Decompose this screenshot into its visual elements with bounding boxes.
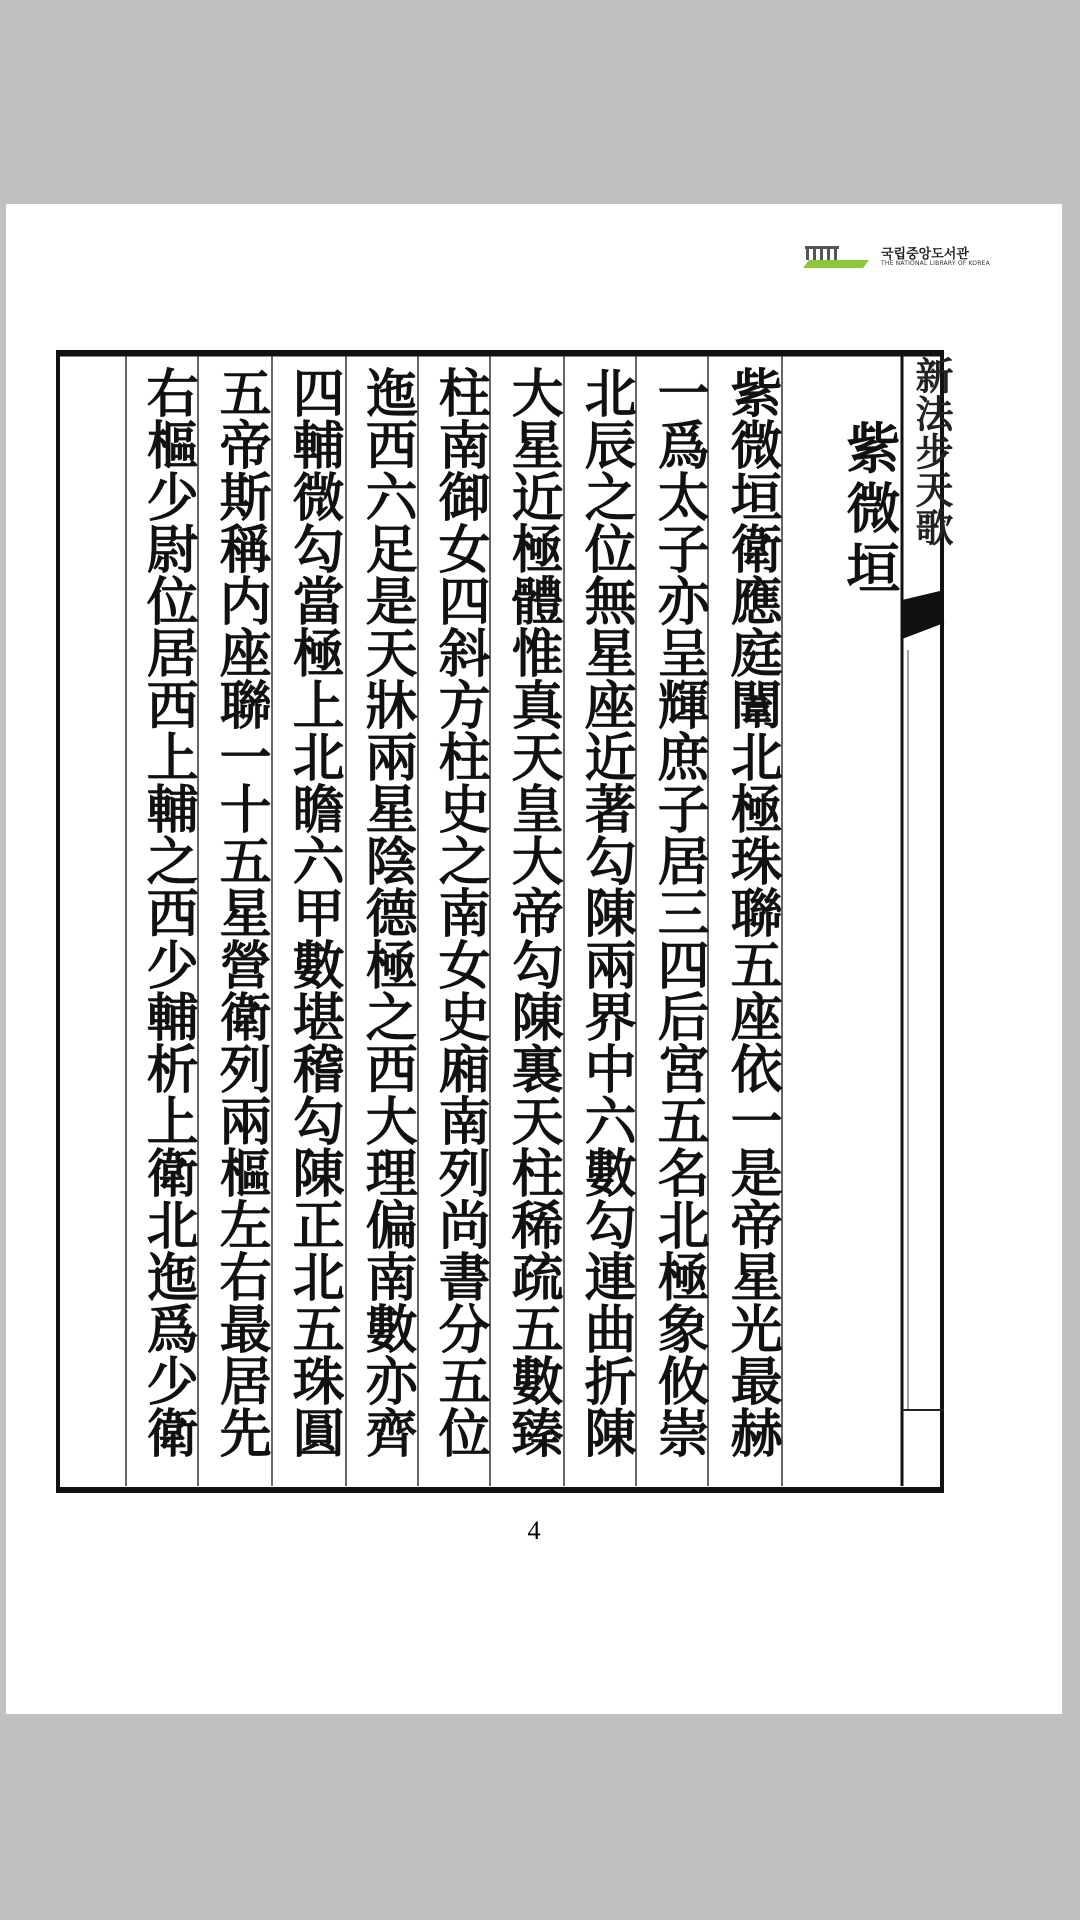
text-column-1: [720, 366, 782, 1458]
scanned-page: [6, 204, 1062, 1714]
text-column-9: [136, 366, 198, 1458]
column-text: 大星近極體惟真天皇大帝勾陳裏天柱稀疏五數臻: [502, 366, 564, 1458]
column-text: 五帝斯稱内座聯一十五星營衛列兩樞左右最居先: [210, 366, 272, 1458]
section-heading-text: 紫微垣: [838, 420, 902, 600]
margin-book-title: [909, 356, 954, 582]
library-name-english: THE NATIONAL LIBRARY OF KOREA: [881, 260, 990, 267]
section-heading: [839, 420, 901, 600]
text-column-8: [209, 366, 271, 1458]
column-text: 右樞少尉位居西上輔之西少輔析上衛北迤爲少衛: [137, 366, 199, 1458]
column-text: 四輔微勾當極上北瞻六甲數堪稽勾陳正北五珠圓: [283, 366, 345, 1458]
library-emblem-icon: [803, 246, 875, 268]
text-column-6: [355, 366, 417, 1458]
column-text: 迤西六足是天牀兩星陰德極之西大理偏南數亦齊: [356, 366, 418, 1458]
column-text: 北辰之位無星座近著勾陳兩界中六數勾連曲折陳: [575, 366, 637, 1458]
text-column-7: [282, 366, 344, 1458]
library-name-korean: 국립중앙도서관: [881, 247, 969, 262]
text-column-2: [647, 366, 709, 1458]
margin-title-text: 新法步天歌: [909, 356, 954, 546]
text-column-5: [428, 366, 490, 1458]
text-column-3: [574, 366, 636, 1458]
column-text: 紫微垣衛應庭闈北極珠聯五座依一是帝星光最赫: [721, 366, 783, 1458]
library-logo: [803, 242, 988, 272]
text-column-4: [501, 366, 563, 1458]
column-text: 柱南御女四斜方柱史之南女史廂南列尚書分五位: [429, 366, 491, 1458]
text-frame: [56, 350, 954, 1492]
page-number: 4: [527, 1516, 541, 1545]
column-text: 一爲太子亦呈輝庶子居三四后宮五名北極象攸崇: [648, 366, 710, 1458]
